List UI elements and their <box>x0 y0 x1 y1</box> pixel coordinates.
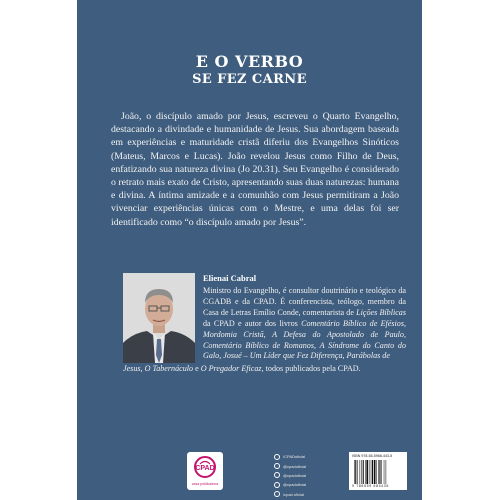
youtube-icon <box>274 491 280 497</box>
facebook-icon <box>274 454 280 460</box>
bio-italic-1: Lições Bíblicas <box>356 307 406 317</box>
instagram-icon <box>274 463 280 469</box>
publisher-tagline: casa publicadora <box>191 482 219 486</box>
book-title-line1: E O VERBO <box>195 52 304 71</box>
barcode-icon <box>353 460 403 484</box>
social-label: @cpadoficial <box>283 482 306 488</box>
author-photo <box>123 273 195 363</box>
barcode-digits: 9 786559 684435 <box>352 484 389 488</box>
bio-italic-2: Comentário Bíblico de Efésios, Mordomia Cristã, A Defesa do Apostolado de Paulo, Comentário Bíblico de Romanos, A Síndrome do Canto do Galo, Josué – Um Líder que Fez Diferença, Parábolas de <box>203 318 406 361</box>
social-instagram[interactable] <box>274 461 354 470</box>
bio-text-3: e <box>193 364 201 373</box>
bio-text-2: da CPAD e autor dos livros <box>203 318 302 328</box>
social-youtube[interactable] <box>274 490 354 499</box>
synopsis-text: João, o discípulo amado por Jesus, escreveu o Quarto Evangelho, destacando a divindade e humanidade de Jesus. Sua abordagem baseada em experiências e maturidade cristã diferiu dos Evangelhos Sinóticos (Mateus, Marcos e Lucas). João revelou Jesus como Filho de Deus, enfatizando sua natureza divina (Jo 20.31). Seu Evangelho é considerado o retrato mais exato de Cristo, apresentando suas duas naturezas: humana e divina. A íntima amizade e a comunhão com Jesus permitiram a João vivenciar experiências únicas com o Mestre, e uma delas foi ser identificado como “o discípulo amado por Jesus”. <box>111 111 399 228</box>
bio-text-1: Ministro do Evangelho, é consultor doutrinário e teológico da CGADB e da CPAD. É conferencista, teólogo, membro da Casa de Letras Emílio Conde, comentarista de <box>203 286 406 317</box>
tiktok-icon <box>274 482 280 488</box>
social-label: /cpad.oficial <box>283 491 305 497</box>
twitter-icon <box>274 472 280 478</box>
bio-text-4: todos publicados pela CPAD. <box>263 364 361 373</box>
social-label: @cpadoficial <box>283 472 306 478</box>
social-links <box>274 452 354 499</box>
isbn-label: ISBN 978-65-5968-443-5 <box>352 454 393 458</box>
social-label: @cpadoficial <box>283 463 306 469</box>
back-cover <box>77 0 422 500</box>
author-name: Elienai Cabral <box>203 273 257 283</box>
isbn-block <box>349 452 407 490</box>
book-title-line2: SE FEZ CARNE <box>192 72 307 87</box>
social-label: /CPADoficial <box>283 454 306 460</box>
bio-italic-3: O <box>200 364 207 373</box>
author-bio <box>203 286 406 362</box>
author-bio-continuation <box>123 364 406 375</box>
publisher-logo-text: CPAD <box>195 465 215 472</box>
publisher-logo <box>187 452 223 490</box>
social-tiktok[interactable] <box>274 480 354 489</box>
social-twitter[interactable] <box>274 471 354 480</box>
bio-italic-2: Jesus, O Tabernáculo <box>123 364 194 373</box>
bio-text-4: , <box>261 364 264 373</box>
social-facebook[interactable] <box>274 452 354 461</box>
bio-italic-3: Pregador Eficaz <box>206 364 262 373</box>
